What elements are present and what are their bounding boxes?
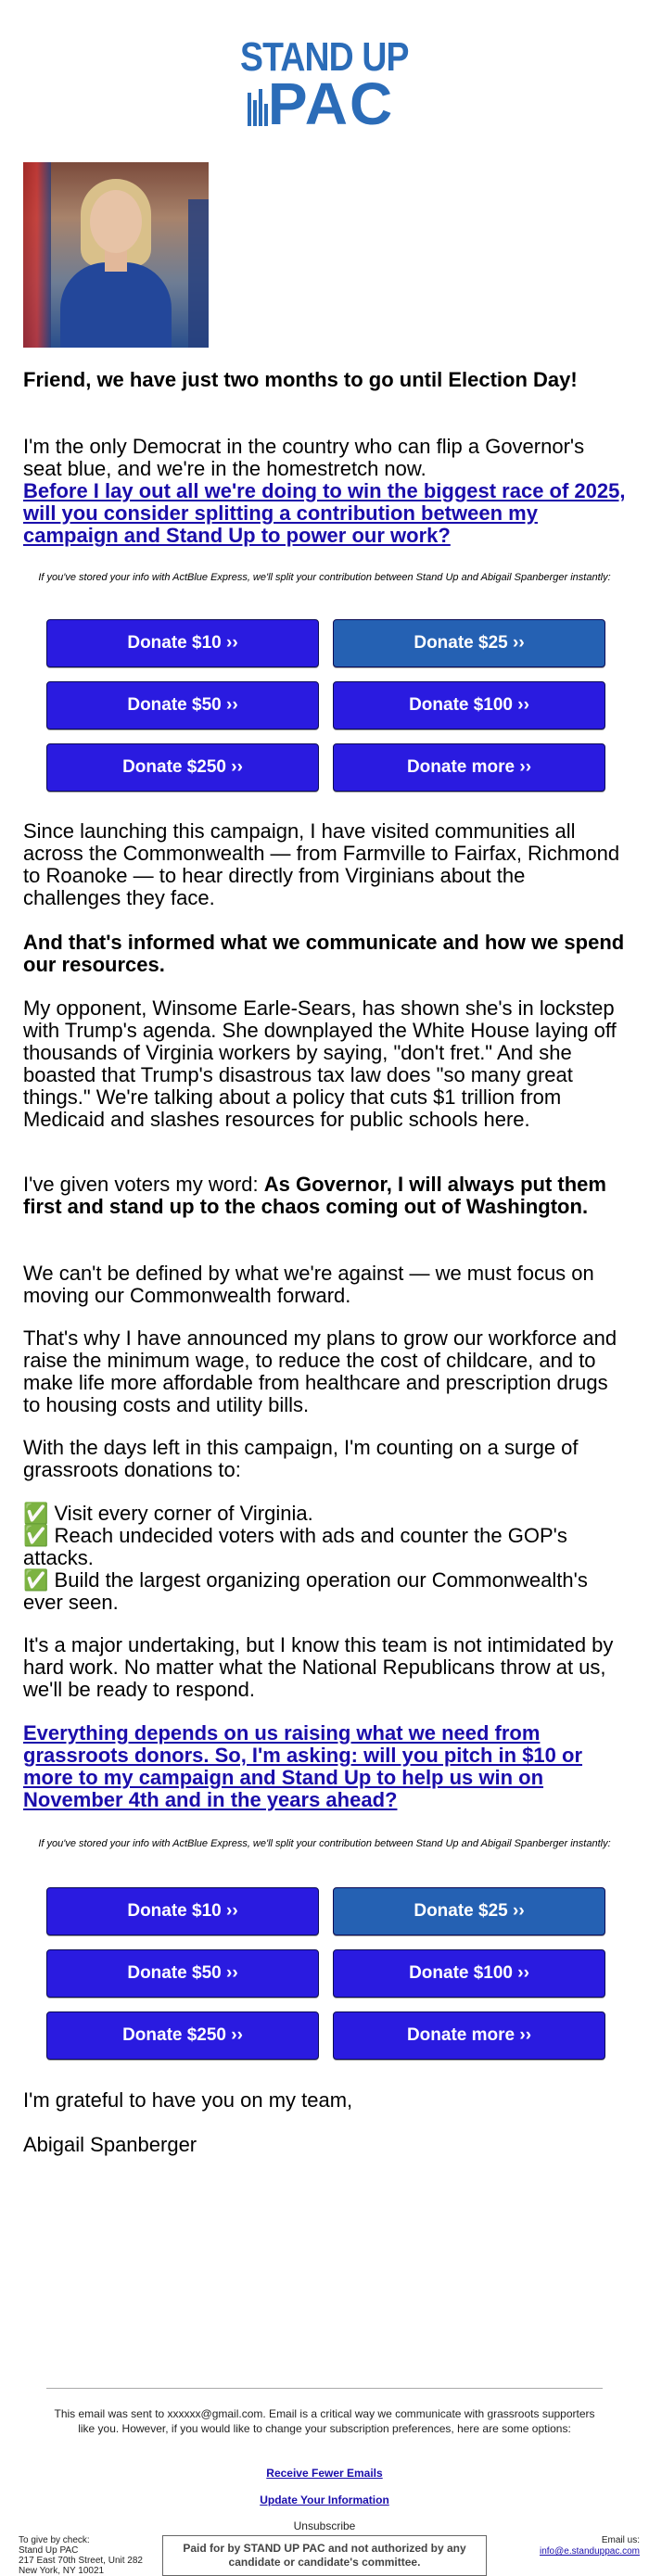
flag-decoration bbox=[23, 162, 51, 348]
check-list-item: ✅ Reach undecided voters with ads and counter the GOP's attacks. bbox=[23, 1524, 567, 1569]
check-list-item: ✅ Visit every corner of Virginia. bbox=[23, 1502, 313, 1525]
donate-25-button[interactable]: Donate $25 ›› bbox=[333, 1887, 605, 1935]
donate-50-button[interactable]: Donate $50 ›› bbox=[46, 681, 319, 730]
candidate-photo bbox=[23, 162, 209, 348]
donate-10-button[interactable]: Donate $10 ›› bbox=[46, 1887, 319, 1935]
donate-100-button[interactable]: Donate $100 ›› bbox=[333, 681, 605, 730]
paragraph-informed: And that's informed what we communicate and how we spend our resources. bbox=[23, 931, 625, 976]
paid-for-disclaimer: Paid for by STAND UP PAC and not authorized by any candidate or candidate's committee. bbox=[162, 2535, 487, 2576]
pitch-in-donate-link[interactable]: Everything depends on us raising what we need from grassroots donors. So, I'm asking: will you pitch in $10 or more to my campaign and Stand Up to help us win on November 4th and in the years ahead? bbox=[23, 1721, 583, 1811]
check-address-block: To give by check: Stand Up PAC 217 East 70th Street, Unit 282 New York, NY 10021 bbox=[19, 2535, 143, 2576]
actblue-note: If you've stored your info with ActBlue Express, we'll split your contribution between Stand Up and Abigail Spanberger instantly: bbox=[38, 1838, 611, 1849]
donate-more-button[interactable]: Donate more ›› bbox=[333, 2011, 605, 2060]
logo-line-2: PAC bbox=[255, 78, 394, 130]
flag-decoration bbox=[188, 199, 209, 348]
donate-25-button[interactable]: Donate $25 ›› bbox=[333, 619, 605, 667]
intro-heading: Friend, we have just two months to go until Election Day! bbox=[23, 368, 578, 391]
footer-sent-text: This email was sent to xxxxxx@gmail.com. Email is a critical way we communicate with grassroots supporters like you. However, if you would like to change your subscription preferences, here are some options: bbox=[54, 2407, 595, 2435]
donate-10-button[interactable]: Donate $10 ›› bbox=[46, 619, 319, 667]
paragraph-days: With the days left in this campaign, I'm counting on a surge of grassroots donations to: bbox=[23, 1436, 579, 1481]
receive-fewer-emails-link[interactable]: Receive Fewer Emails bbox=[266, 2467, 383, 2480]
email-us-line: Email us: info@e.standuppac.com bbox=[540, 2535, 640, 2557]
closing-line: I'm grateful to have you on my team, bbox=[23, 2088, 353, 2112]
check-icon: ✅ bbox=[23, 1524, 49, 1547]
logo-line-1: STAND UP bbox=[240, 34, 409, 80]
paragraph-word: I've given voters my word: As Governor, I will always put them first and stand up to the chaos coming out of Washington. bbox=[23, 1173, 606, 1218]
update-info-link[interactable]: Update Your Information bbox=[260, 2494, 389, 2506]
paragraph-launch: Since launching this campaign, I have visited communities all across the Commonwealth — from Farmville to Fairfax, Richmond to Roanoke — to hear directly from Virginians about the challenges they face. bbox=[23, 819, 620, 909]
paragraph-undertaking: It's a major undertaking, but I know this team is not intimidated by hard work. No matter what the National Republicans throw at us, we'll be ready to respond. bbox=[23, 1633, 614, 1701]
check-icon: ✅ bbox=[23, 1568, 49, 1592]
logo-bars-icon bbox=[248, 89, 272, 126]
donate-more-button[interactable]: Donate more ›› bbox=[333, 743, 605, 792]
donate-100-button[interactable]: Donate $100 ›› bbox=[333, 1949, 605, 1998]
intro-donate-link[interactable]: Before I lay out all we're doing to win the biggest race of 2025, will you consider splitting a contribution between my campaign and Stand Up to power our work? bbox=[23, 479, 626, 547]
paragraph-plans: That's why I have announced my plans to grow our workforce and raise the minimum wage, to reduce the cost of childcare, and to make life more affordable from healthcare and prescription drugs to housing costs and utility bills. bbox=[23, 1326, 617, 1416]
stand-up-pac-logo bbox=[0, 34, 649, 137]
unsubscribe-link[interactable]: Unsubscribe bbox=[293, 2519, 356, 2532]
footer-divider bbox=[46, 2388, 603, 2389]
paragraph-defined: We can't be defined by what we're against — we must focus on moving our Commonwealth forward. bbox=[23, 1262, 594, 1307]
actblue-note: If you've stored your info with ActBlue Express, we'll split your contribution between Stand Up and Abigail Spanberger instantly: bbox=[38, 572, 611, 583]
paragraph-opponent: My opponent, Winsome Earle-Sears, has shown she's in lockstep with Trump's agenda. She downplayed the White House laying off thousands of Virginia workers by saying, "don't fret." And she boasted that Trump's disastrous tax law does "so many great things." We're talking about a policy that cuts $1 trillion from Medicaid and slashes resources for public schools here. bbox=[23, 996, 617, 1131]
check-icon: ✅ bbox=[23, 1502, 49, 1525]
donate-250-button[interactable]: Donate $250 ›› bbox=[46, 2011, 319, 2060]
donate-50-button[interactable]: Donate $50 ›› bbox=[46, 1949, 319, 1998]
donate-250-button[interactable]: Donate $250 ›› bbox=[46, 743, 319, 792]
check-list-item: ✅ Build the largest organizing operation our Commonwealth's ever seen. bbox=[23, 1568, 588, 1614]
intro-paragraph: I'm the only Democrat in the country who can flip a Governor's seat blue, and we're in the homestretch now. bbox=[23, 435, 585, 480]
signature: Abigail Spanberger bbox=[23, 2133, 197, 2156]
email-link[interactable]: info@e.standuppac.com bbox=[540, 2546, 640, 2557]
